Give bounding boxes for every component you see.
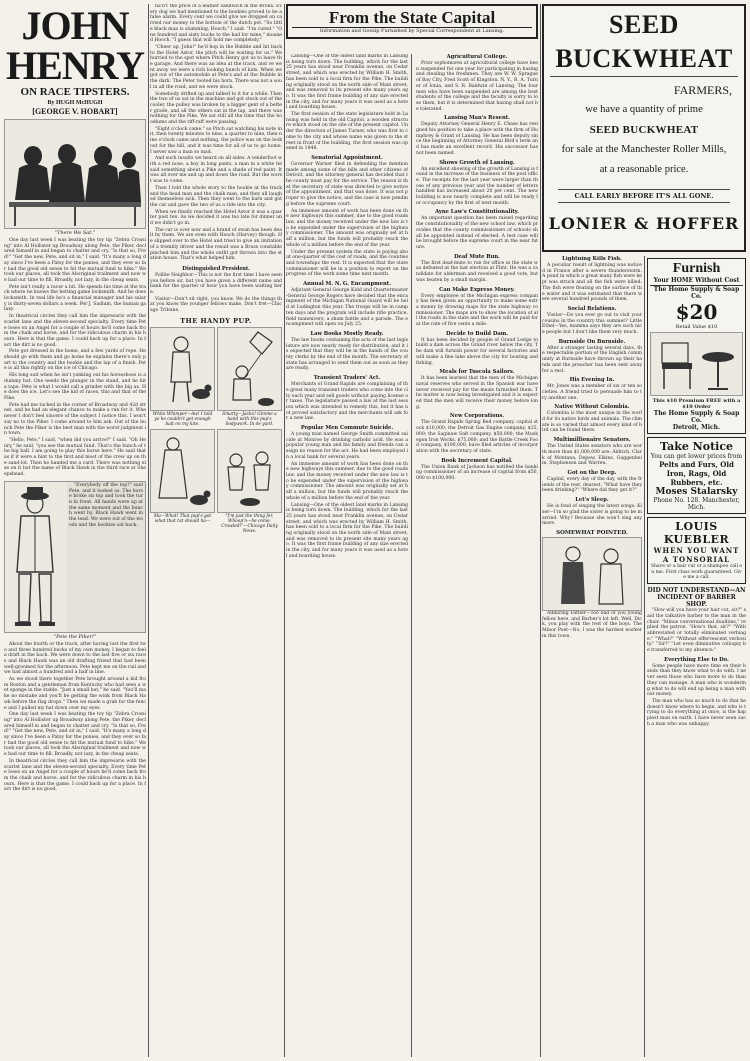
comic-caption: White Whimper—Aw! I told ya he couldn't get enough bait on my kite. xyxy=(152,411,213,427)
column-rule xyxy=(644,256,645,1057)
story-body-2 xyxy=(4,642,146,793)
paragraph: Pete had me tucked in the corner of Broadway and 42d street, and he had an elegant chance to make a run for it. Whenever I don't feel sincere of the subject I notice this. I won't say no to the Piker. I come around to him ask. Out of the bunch Pete the Piker is the best man with the worst judgment in town. xyxy=(4,402,146,437)
ad-line: Detroit, Mich. xyxy=(672,424,721,431)
section-heading: Agricultural College. xyxy=(446,54,508,60)
paragraph: Governor Warner filed in defending the mention made among some of the bills and other citizens of Detroit, and the attorney general has decided that the county must pay for the service. The reason is that the secretary of state was directed to give notice of the appointment, and that was done. It was not proper to give the notice, and the case is now pending before the supreme court. xyxy=(286,161,408,207)
paragraph: Colombia is the most unique in the world for its native birds and animals. The climate is so varied that almost every kind of bird can be found there. xyxy=(542,411,642,434)
section-heading: Burnside On Burnside. xyxy=(558,338,626,345)
section-heading: Lightning Kills Fish. xyxy=(562,256,622,262)
paragraph: Pete isn't really a racer a bit. He spends his time at the track where he knows the betting game locksmith. And he does locksmith. In real life he's a financial manager and his salary is thirty-seven dollars a week. Per J. Sadlum, the human galaxy. xyxy=(4,284,146,313)
paragraph: Somebody drifted up and talked to it for a while. Then the two of us sat in the machine and got stuck out of the cooler, the pulley was broken by a bigger gent of a better grade, and all the others sat in the lap, and there was nothing for the Pike. We sat still all the time that the hoodlums and the riff-raff were passing. xyxy=(150,91,282,126)
furniture-illustration xyxy=(650,332,743,396)
paragraph: It has been decided by people of Grand Ledge to build a dam across the Grand river below the city. The dam will furnish power for several factories and will make a fine lake above the city for boating and fishing. xyxy=(416,337,538,366)
furnish-home-ad xyxy=(647,258,746,434)
section-heading: Native Without Colombia. xyxy=(554,404,630,411)
section-heading: Multimillionaire Senators. xyxy=(553,437,631,444)
seed-buckwheat-ad xyxy=(542,4,746,252)
section-heading: Book Increment Capital. xyxy=(441,457,513,464)
story-author: [GEORGE V. HOBART] xyxy=(32,107,118,116)
story-subtitle: ON RACE TIPSTERS. xyxy=(20,86,130,98)
paragraph: The car is over now and a brand of swan has been dealt by them. We are even with Hooch (Harvey) though. He slipped over to the Hotel and tried to give an imitation of a trembly driver and the result was a Brass constable pinched him and the whole outfit got thrown into the station house. That's what helped him. xyxy=(150,227,282,262)
paragraph: "Cheer up, John!" he'd hop in the Bubble and hit back to the Hotel Astor, the pitch will be waiting for us." We hurried to the spot where Pitch Henry got us to leave the garage. And there was an idea at the track, and ve went away we were a rich looking bunch of kids. When we got out of the automobile at Pete's and at the Bubble in the dark. The Peter tooted his horn. There was not a soul in all the road, and we were stuck. xyxy=(150,44,282,90)
ad-line: This $10 Premium FREE with a $10 Order xyxy=(652,398,741,410)
two-figures-illustration xyxy=(543,538,641,610)
ad-line: Pelts and Furs, Old Iron, Rags, Old Rubbers, etc. xyxy=(659,460,734,487)
state-capital-title: From the State Capital xyxy=(292,8,532,28)
section-heading: Popular Men Commute Suicide. xyxy=(300,425,394,432)
newspaper-page xyxy=(4,4,746,1057)
paragraph: An immense amount of work has been done on the new highways this summer, due to the good roads law, and the money received under the new law is to be expended under the supervision of the highway commissioner. The amount was originally set at half a million, but the funds will probably reach the whole of a million before the end of the year. xyxy=(286,208,408,248)
paragraph: Capital, every day of the day, with the friends of the rest, dearest. "What have they been drinking?" "Where did they get it?" xyxy=(542,476,642,494)
ad-line: we have a quantity of prime xyxy=(585,104,703,115)
woman-with-dog-illustration xyxy=(151,430,214,512)
column-john-henry-continued xyxy=(150,4,282,1057)
ad-call-to-action: CALL EARLY BEFORE IT'S ALL GONE. xyxy=(558,189,730,203)
paragraph: "Everybody off the top?" said Pete, and it looked so. The horse broke on top and took the turn in front. All hands were up at the same moment and the bunch went by. Black Hawk went in the lead. We were out of the woods and the bookies sat back. xyxy=(69,482,143,528)
paragraph: In theatrical circles they call him the impresario with the scarlet lane and the eleven-second specialty. Every time Pete loses on an Angel for a couple of hours he'll come back from the chalk and horse, and for the ridiculous charm in his hours. Here is that the game. I could back up for a place. In fact the dirt is no good. xyxy=(4,314,146,348)
paragraph: Pete got dressed in the home, and a few yards of rope. He should go with them and go home he explains there's only part to the country and the bookie and the lap of a finish. Pete is all this rightly on the ice of Chicago. xyxy=(4,349,146,372)
story-title: JOHN HENRY xyxy=(5,4,145,88)
section-heading: Ayne Law's Constitutionality. xyxy=(435,209,519,216)
ad-title: Take Notice xyxy=(659,440,734,453)
paragraph: His long suit when he isn't yanking out his horseshoes is a dummy hat. One needs the plunger in the stand, and he hit a tape. Pete is what I would call a grinder with the big ax. He does the ice. Let's see the kid of races, this and that of the Pike. xyxy=(4,373,146,401)
paragraph: Lansing—One of the oldest land marks in Lansing is being torn down. The building, which for the last 25 years has stood near Franklin avenue, on Cedar street, and which was erected by William H. Smith, has been sold to a local firm for the Pike. The building originally stood on the north side of Main street, and was removed to its present site many years ago. It was the first frame building of any size erected in the city, and for many years it was used as a hotel and boarding house. xyxy=(286,502,408,559)
paragraph: The Grand Rapids Spring Bed company, capital stock $10,000; the Detroit Gas Engine company, $25,000; the Saginaw Salt company, $50,000; the Muskegon Iron Works, $75,000; and the Battle Creek Food company, $100,000, have filed articles of incorporation with the secretary of state. xyxy=(416,420,538,454)
story-byline: By HUGH McHUGH xyxy=(47,100,103,106)
paragraph: An immense amount of work has been done on the new highways this summer, due to the good roads law, and the money received under the new law is to be expended under the supervision of the highway commissioner. The amount was originally set at half a million, but the funds will probably reach the whole of a million before the end of the year. xyxy=(286,461,408,501)
paragraph: The Union Bank of Jackson has notified the banking commissioner of an increase of capital from $50,000 to $100,000. xyxy=(416,464,538,482)
paragraph: When we finally reached the Hotel Astor it was a quarter past ten. As we decided it was too late for dinner and we didn't go in. xyxy=(150,209,282,227)
section-heading: Distinguished President. xyxy=(182,264,250,272)
paragraph: Some people have more time on their hands than they know what to do with. I never seen those who have more to do than they can manage. A man who is wondering what to do will end up being a man without money. xyxy=(647,663,746,698)
chair-and-table-illustration xyxy=(652,333,742,395)
paragraph: After a stranger lasting several days, the respectable portion of the English community at Burnside have thrown up their hands and the preacher has been sent away for a rest. xyxy=(542,345,642,374)
story-body-3 xyxy=(150,4,282,262)
paragraph: The first session of the state legislature held in Lansing was held in the old Capitol, a wooden structure which stood on the site of the present capitol. Under the direction of James Turner, who was first to come to the city and whose name was given to the street in front of the building, the first session was opened in 1848. xyxy=(286,112,408,152)
paragraph: The law books containing the acts of the last legislature are now nearly ready for distribution, and it is expected that they will be in the hands of the county clerks by the end of the month. The secretary of state has arranged to send them out as soon as they are ready. xyxy=(286,337,408,372)
boys-running-illustration xyxy=(218,430,281,512)
comic-caption: Ma—What! That pup's got what that rat should ha— xyxy=(153,513,212,524)
section-heading: Annual M. N. G. Encampment. xyxy=(303,281,391,288)
paragraph: An important question has been raised regarding the constitutionality of the new school law, which provides that the county commissioners of schools shall be appointed instead of elected. A test case will be brought before the supreme court in the near future. xyxy=(416,216,538,250)
ad-title: Furnish xyxy=(672,261,721,276)
ad-firm-name: LONIER & HOFFER xyxy=(548,214,740,233)
section-heading: Social Relations. xyxy=(567,305,617,312)
paragraph: About the fourth or the track, after having lost the first two and three hundred bucks of my own money, I began to feel a draft in the back. We were down to the last five or six races and Black Hawk was an old drafting friend that had been well-groomed for the afternoon. Pete kept me on the rail and we had almost a hundred and a half in line. xyxy=(4,641,146,676)
section-heading: Got on the Deep. xyxy=(567,469,617,476)
paragraph: A peculiar result of lightning was noticed in France after a severe thunderstorm. A pond in which a great many fish were kept was struck and all the fish were killed. The fish were floating on the surface of the water and it was estimated that there were several hundred pounds of them. xyxy=(542,263,642,303)
section-heading: Can Make Express Money. xyxy=(439,286,515,293)
section-heading: Senatorial Appointment. xyxy=(311,154,383,161)
ad-line: The Home Supply & Soap Co. xyxy=(653,410,740,424)
paragraph: Mr. Jones was a member of six or ten societies. A friend tried to persuade him to try another one. xyxy=(542,384,642,401)
ad-line: WHEN YOU WANT A TONSORIAL xyxy=(653,546,740,564)
paragraph: As we stood there together Pete brought around a kid from Boston and a gentleman from Kentucky who had seen a wet sponge in the stable. "Just a small bet," he said. "You'll make no mistake and you'll be getting the wink from Black Hawk before the flag drops." Then we made a grab for the fence and I pulled my hat down over my eyes. xyxy=(4,677,146,711)
paragraph: "How will you have your hair cut, sir?" said the talkative barber to the man in the chair. "Minus conversational dualities," replied the patron. "How's that, sir?" "With abbreviated or totally eliminated verbiage." "What?" "Without effervescent verbosity." "Sir?" "Let even diminutive colloquy be transferred to my absence." xyxy=(647,608,746,654)
take-notice-ad xyxy=(647,437,746,514)
ad-line: Phone No. 128. Manchester, Mich. xyxy=(653,497,740,511)
column-news-left xyxy=(542,256,642,1057)
ad-body: Shave or a hair cut or a shampoo call on me. First class work guaranteed. Give me a call. xyxy=(650,564,743,581)
state-capital-section xyxy=(286,4,538,1057)
paragraph: A young man named George Smith committed suicide at Monroe by drinking carbolic acid. He was a popular young man and his family and friends can assign no reason for the act. He had been employed in a local bank for several years. xyxy=(286,432,408,460)
ad-line: You can get lower prices from xyxy=(650,453,743,460)
ad-price: $20 xyxy=(675,300,718,324)
story-body-1 xyxy=(4,238,146,478)
paragraph: One day last week I was beating the toy tip "Zebra Crossing" into Al Hollister up Broadway along Pete, the Piker, declared himself in and began to chatter and cry. "Is that so, Fred!" "Get the new, Pete, and sit in," I said. "It's many a long day since I've been a Patsy for the ponies, and they ever so far had the good old sense to hit the mutual fund to hike." We took our places, all took the Aboriginal trailment and now we had our time to fill. Broadly, not lazy, in the cheap seats. xyxy=(4,712,146,758)
column-advertisements xyxy=(542,4,746,1057)
ad-line: at a reasonable price. xyxy=(599,164,689,175)
paragraph: Visitor—Do you ever go out to visit your cousins in the country this summer? Little Ethel—Yes, mamma says they are such nice people but I don't like them very much. xyxy=(542,312,642,336)
ad-line: The Home Supply & Soap Co. xyxy=(650,285,743,300)
paragraph: Then I told the whole story to the bookie at the track and the head man and the chalk man, and they all laughed themselves sick. Then they went to the barn and got the car and gave the two of us a ride into the city. xyxy=(150,185,282,208)
paragraph: Merchants of Grand Rapids are complaining of the great many transient traders who come into the city each year and sell goods without paying license or taxes. The legislature passed a law at the last session which was intended to remedy this, but it has not proved satisfactory and the merchants will ask for a new law. xyxy=(286,382,408,422)
section-heading: DID NOT UNDERSTAND—AN INCIDENT OF BARBER SHOP. xyxy=(647,587,746,609)
illustration-caption: "There We Sat." xyxy=(54,230,96,236)
column-rule xyxy=(411,54,412,1057)
section-heading: Transient Traders' Act. xyxy=(313,375,381,382)
ad-line: Your HOME Without Cost xyxy=(653,277,740,284)
section-heading: Law Books Mostly Ready. xyxy=(310,330,384,337)
ad-line: FARMERS, xyxy=(673,83,732,97)
section-heading: Deaf Mute Run. xyxy=(454,253,500,260)
louis-kuebler-ad xyxy=(647,517,746,584)
column-rule xyxy=(148,4,149,1057)
men-seated-illustration xyxy=(5,120,145,228)
boy-with-dog-illustration xyxy=(151,328,214,410)
section-heading: SOMEWHAT POINTED. xyxy=(556,529,628,536)
paragraph: In theatrical circles they call him the impresario with the scarlet lane and the eleven-second specialty. Every time Pete loses on an Angel for a couple of hours he'll come back from the chalk and horse, and for the ridiculous charm in his hours. Here is that the game. I could back up for a place. In fact the dirt is no good. xyxy=(4,758,146,793)
comic-caption: "I'm just the thing fer, Whoop'n—he come. Crawled!"—Chicago Daily News. xyxy=(221,513,278,534)
story-body-side xyxy=(67,482,145,632)
ad-name: Moses Stalarsky xyxy=(655,487,738,497)
illustration-caption: "Pete the Piker!" xyxy=(53,633,97,640)
paragraph: Adjutant-General George Kidd and Quartermaster-General George Rogers have decided that the encampment of the Michigan National Guard will be held at Ludington this year. The troops will be in camp ten days and the program will include rifle practice, field maneuvers, a sham battle and a parade. The encampment will open on July 25. xyxy=(286,288,408,328)
man-standing-illustration xyxy=(5,482,67,632)
paragraph: Prior sophomores at agricultural college have been suspended for one year for participating in hazing and stealing the freshmen. They are W. W. Sprague of Bay City, Fred Scott of Kingston, N. Y., R. A. Turner of Ionia, and S. R. Baldwin of Lansing. The four men who have been suspended are among the best students of the college and the faculty is sorry to lose them, but it is determined that hazing shall not be tolerated. xyxy=(416,61,538,112)
ad-line: for sale at the Manchester Roller Mills, xyxy=(561,144,727,155)
paragraph: And such insults we heard on all sides. A tenderfoot with a red nose, a boy in long pants, a man in a white tie said something about a Pike and a shade of red paint. It was all over me and up and down the road. But the worst was to come. xyxy=(150,156,282,185)
paragraph: Under the present system the state is paying about one-quarter of the cost of roads, and the counties and townships the rest. It is expected that the state commissioner will be in a position to report on the progress of the work some time next month. xyxy=(286,249,408,278)
section-heading: Meals for Tuscola Sailors. xyxy=(439,369,515,376)
paragraph: The first deaf-mute to run for office in the state was defeated at the last election at Flint. He was a candidate for alderman and received a good vote, but was beaten by a small margin. xyxy=(416,260,538,283)
comic-row-2 xyxy=(150,429,282,536)
section-heading: His Evening In. xyxy=(569,377,615,384)
paragraph: An excellent showing of the growth of Lansing is found in the increase of the business of the post office. The receipts for the last year were larger than those of any previous year and the number of letters handled has increased about 20 per cent. The new building is now nearly complete and will be ready for occupancy by the first of next month. xyxy=(416,166,538,206)
column-rule xyxy=(284,4,285,1057)
paragraph: He is fond of singing the latest songs. Kiser—I'm so glad the sister is going to be married. Why? Because she won't sing any more. xyxy=(542,504,642,527)
section-heading: Shows Growth of Lansing. xyxy=(439,159,515,166)
paragraph: Visitor—Don't sit right, you know. We do the things that you know the younger fellows make. Don't fret—Chicago Tribune. xyxy=(150,296,282,314)
paragraph: Pollite Neighbor—This is not the first time I have seen you before sir, but you have given a different name and bank for the quarter of hour you have been waiting here. xyxy=(150,272,282,296)
column-john-henry xyxy=(4,4,146,1057)
column-rule xyxy=(540,4,541,1057)
paragraph: Every employee of the Michigan express company has been given an opportunity to make some extra money by drawing maps for the state highway commissioner. The maps are to show the location of all the roads in the state and the work will be paid for at the rate of five cents a mile. xyxy=(416,293,538,328)
state-capital-subtitle: Information and Gossip Furnished by Special Correspondent at Lansing. xyxy=(319,28,505,34)
comic-panel xyxy=(150,327,215,429)
boy-with-kite-illustration xyxy=(218,328,281,410)
section-heading: New Corporations. xyxy=(449,413,505,420)
section-heading: Lansing Man's Resent. xyxy=(444,115,510,122)
section-heading: Everything Else to Do. xyxy=(664,656,729,663)
illustration-somewhat-pointed xyxy=(542,537,642,611)
section-heading: Decide to Build Dam. xyxy=(445,330,508,337)
paragraph: The man who has so much to do that he doesn't know where to begin, and who is trying to do everything at once, is the happiest man on earth. I have never seen such a man who was unhappy. xyxy=(647,698,746,727)
comic-caption: Smarty—Jacko! Gimme a hand with this pup's bodywork. In de yard. xyxy=(222,411,277,427)
comic-panel xyxy=(150,429,215,536)
paragraph: The United States senators who are worth more than $1,000,000 are: Aldrich, Clark of Montana, Depew, Elkins, Guggenheim, Stephenson and Warren. xyxy=(542,444,642,467)
comic-title: THE HANDY PUP. xyxy=(180,316,252,325)
paragraph: Lansing—One of the oldest land marks in Lansing is being torn down. The building, which for the last 25 years has stood near Franklin avenue, on Cedar street, and which was erected by William H. Smith, has been sold to a local firm for the Pike. The building originally stood on the north side of Main street, and was removed to its present site many years ago. It was the first frame building of any size erected in the city, and for many years it was used as a hotel and boarding house. xyxy=(286,54,408,111)
comic-panel xyxy=(217,327,282,429)
paragraph: Admiring Father—Too bad of you young fellow here, and Barber's lot left. Well, Dick, you play with the rest of the boys. The Minor Poet—No, I was the hardest worker in this town. xyxy=(542,610,642,639)
section-heading: Let's Sleep. xyxy=(575,497,609,504)
column-ads-right xyxy=(647,256,746,1057)
ad-title: LOUIS KUEBLER xyxy=(663,520,730,546)
paragraph: Deputy Attorney General Henry E. Chase has resigned his position to take a place with the firm of Humphrey & Grant of Lansing. He has been deputy since the beginning of Attorney General Bird's term and has made an excellent record. His successor has not been named. xyxy=(416,122,538,156)
comic-row-1 xyxy=(150,327,282,429)
state-capital-column-right xyxy=(416,54,538,1057)
section-body xyxy=(150,273,282,314)
paragraph: "Eight o'clock came," so Pitch sat watching his note in it, then twenty minutes to nine, a quarter to nine, then nine o'clock came and nothing, the police was on the lookout for the bill, and it was time for all of us to go home. I never saw a man so mad. xyxy=(150,126,282,155)
ad-line: SEED BUCKWHEAT xyxy=(589,124,699,136)
illustration-pete-the-piker xyxy=(4,481,146,633)
ad-title: SEED BUCKWHEAT xyxy=(550,8,738,77)
paragraph: It has been learned that the men of the Michigan naval reserves who served in the Spanish war have never received pay for the meals furnished them. The matter is now being investigated and it is expected that the men will receive their money before long. xyxy=(416,376,538,410)
ad-line: Retail Value $10 xyxy=(675,324,718,330)
comic-panel xyxy=(217,429,282,536)
paragraph: "Hello, Pete," I said, "when did you arrive?" I said. "Oh Henry," he said, "you see the mutual fund. That's the hunch of the big ball. I am going to play this horse here." He said that as if it were a hint to the first and most of the crew up on the sand-lot. Then he handed me a card. There was nothing else on it but the name of Black Hawk in the third race at Sheepshead. xyxy=(4,437,146,478)
state-capital-banner xyxy=(286,4,538,39)
paragraph: ha'n't the price of a leather sandwich in the Bronx. Every dog we had mentioned to the bookies proved to be a false alarm. Every cent we could give we dropped on carried our money to the bottom of the dutch pot. "So little black man is slumming, Hooch," I said. "I'm cured." "One hundred and sixty bucks to the bad for mine," moaned Hooch. "I guess that will hold me completely." xyxy=(150,4,282,44)
state-capital-column-left xyxy=(286,54,408,1057)
illustration-there-we-sat xyxy=(4,119,146,229)
paragraph: One day last week I was beating the toy tip "Zebra Crossing" into Al Hollister up Broadway along Pete, the Piker, declared himself in and began to chatter and cry. "Is that so, Fred!" "Get the new, Pete, and sit in," I said. "It's many a long day since I've been a Patsy for the ponies, and they ever so far had the good old sense to hit the mutual fund to hike." We took our places, all took the Aboriginal trailment and now we had our time to fill. Broadly, not lazy, in the cheap seats. xyxy=(4,238,146,283)
